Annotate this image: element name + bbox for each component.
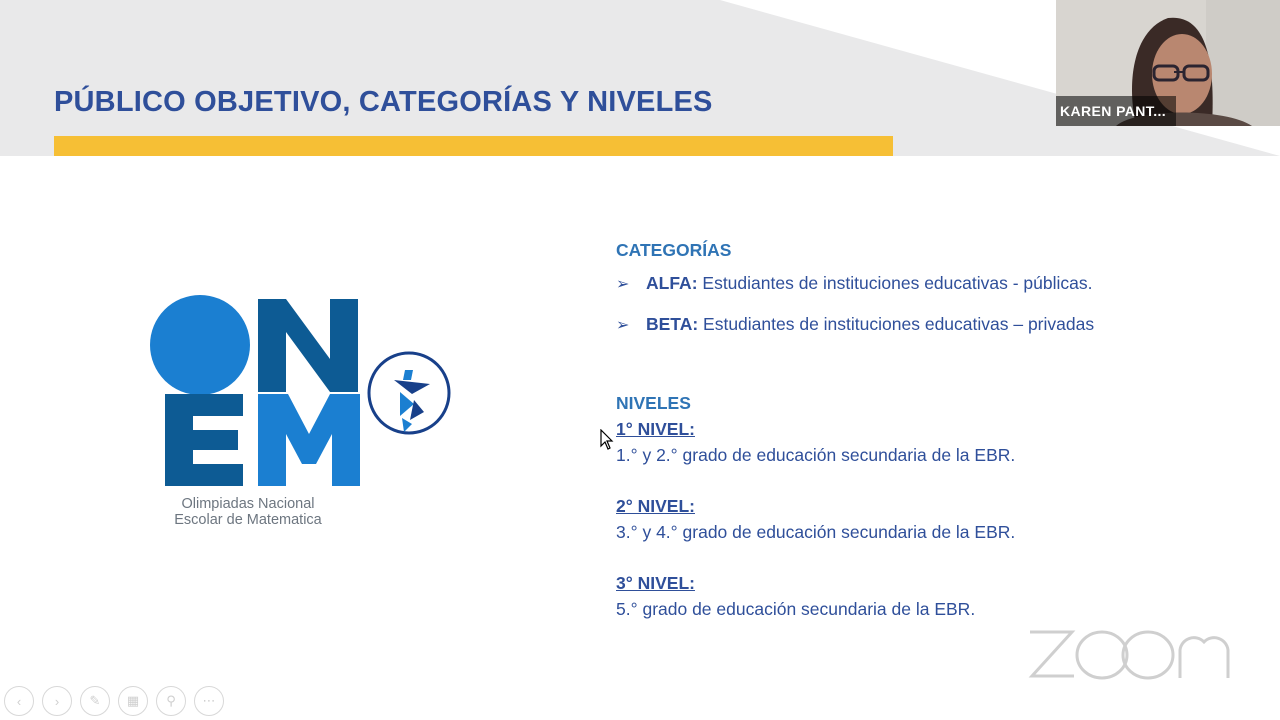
nivel-2-title: 2° NIVEL: [616, 496, 695, 516]
nivel-1-text: 1.° y 2.° grado de educación secundaria de la EBR. [616, 445, 1016, 465]
mouse-cursor-icon [600, 429, 614, 451]
more-icon[interactable]: ⋯ [194, 686, 224, 716]
slide-title: PÚBLICO OBJETIVO, CATEGORÍAS Y NIVELES [54, 86, 713, 118]
logo-caption-line1: Olimpiadas Nacional [181, 496, 315, 512]
arrow-bullet-icon: ➢ [616, 276, 630, 293]
categoria-text: Estudiantes de instituciones educativas - públicas. [697, 273, 1093, 293]
nivel-3-title: 3° NIVEL: [616, 573, 695, 593]
next-icon[interactable]: › [42, 686, 72, 716]
arrow-bullet-icon: ➢ [616, 317, 630, 334]
categoria-item-beta [616, 314, 1094, 335]
pen-icon[interactable]: ✎ [80, 686, 110, 716]
logo-caption [148, 496, 348, 528]
nivel-1-title: 1° NIVEL: [616, 419, 695, 439]
categoria-label: ALFA: [646, 273, 698, 293]
nivel-2-text: 3.° y 4.° grado de educación secundaria de la EBR. [616, 522, 1016, 542]
categoria-label: BETA: [646, 314, 699, 334]
title-accent-bar [54, 136, 893, 156]
presentation-toolbar [4, 686, 224, 716]
categoria-item-alfa [616, 273, 1092, 294]
onem-logo-mark [148, 292, 458, 492]
zoom-watermark-icon [1026, 626, 1232, 682]
participant-name-label: KAREN PANT... [1056, 96, 1176, 126]
niveles-heading: NIVELES [616, 393, 691, 413]
categorias-heading: CATEGORÍAS [616, 240, 732, 260]
nivel-3-text: 5.° grado de educación secundaria de la EBR. [616, 599, 976, 619]
prev-icon[interactable]: ‹ [4, 686, 34, 716]
slides-icon[interactable]: ▦ [118, 686, 148, 716]
categoria-text: Estudiantes de instituciones educativas – privadas [698, 314, 1095, 334]
logo-caption-line2: Escolar de Matematica [174, 512, 322, 528]
zoom-icon[interactable]: ⚲ [156, 686, 186, 716]
